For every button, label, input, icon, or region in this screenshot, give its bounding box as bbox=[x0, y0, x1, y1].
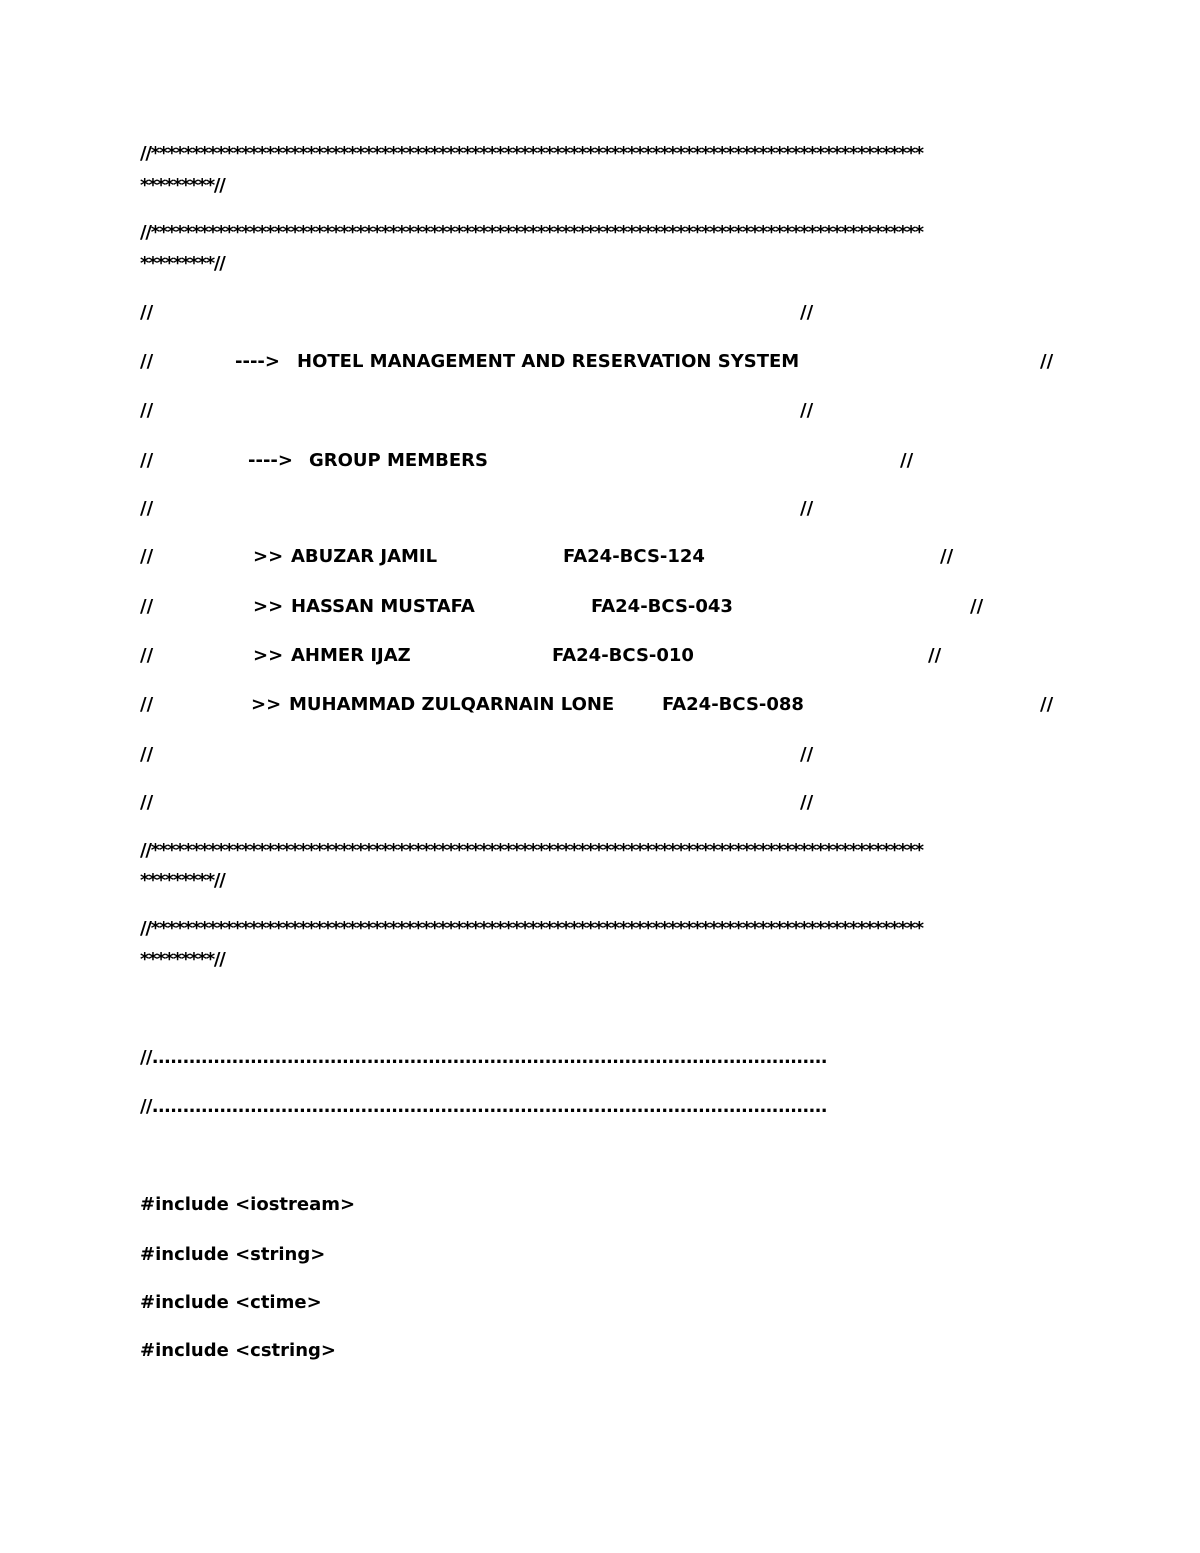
star-border-tail: *********// bbox=[140, 949, 225, 970]
star-border-tail: *********// bbox=[140, 175, 225, 196]
comment-mark-right: // bbox=[800, 498, 814, 519]
member-id: FA24-BCS-088 bbox=[662, 694, 804, 715]
comment-mark-left: // bbox=[140, 744, 154, 765]
comment-mark-right: // bbox=[800, 792, 814, 813]
comment-mark-right: // bbox=[800, 302, 814, 323]
comment-mark-left: // bbox=[140, 645, 154, 666]
include-directive: #include <iostream> bbox=[140, 1194, 356, 1215]
star-border-line: //********************************************************************************************** bbox=[140, 222, 923, 243]
comment-mark-right: // bbox=[928, 645, 942, 666]
system-title: HOTEL MANAGEMENT AND RESERVATION SYSTEM bbox=[297, 351, 800, 372]
include-directive: #include <cstring> bbox=[140, 1340, 336, 1361]
member-id: FA24-BCS-010 bbox=[552, 645, 694, 666]
star-border-line: //********************************************************************************************** bbox=[140, 143, 923, 164]
star-border-line: //********************************************************************************************** bbox=[140, 840, 923, 861]
member-name: MUHAMMAD ZULQARNAIN LONE bbox=[289, 694, 615, 715]
comment-mark-right: // bbox=[970, 596, 984, 617]
member-name: AHMER IJAZ bbox=[291, 645, 411, 666]
comment-mark-left: // bbox=[140, 498, 154, 519]
comment-mark-left: // bbox=[140, 596, 154, 617]
member-marker: >> bbox=[253, 546, 284, 567]
member-id: FA24-BCS-043 bbox=[591, 596, 733, 617]
star-border-tail: *********// bbox=[140, 253, 225, 274]
comment-mark-right: // bbox=[800, 744, 814, 765]
dotted-divider: //.............................................................................................................. bbox=[140, 1096, 827, 1117]
dotted-divider: //.............................................................................................................. bbox=[140, 1047, 827, 1068]
comment-mark-right: // bbox=[940, 546, 954, 567]
comment-mark-left: // bbox=[140, 792, 154, 813]
comment-mark-left: // bbox=[140, 694, 154, 715]
include-directive: #include <ctime> bbox=[140, 1292, 322, 1313]
star-border-tail: *********// bbox=[140, 870, 225, 891]
comment-mark-right: // bbox=[1040, 351, 1054, 372]
comment-mark-right: // bbox=[900, 450, 914, 471]
comment-mark-right: // bbox=[1040, 694, 1054, 715]
member-marker: >> bbox=[253, 645, 284, 666]
comment-mark-right: // bbox=[800, 400, 814, 421]
comment-mark-left: // bbox=[140, 546, 154, 567]
member-id: FA24-BCS-124 bbox=[563, 546, 705, 567]
member-name: HASSAN MUSTAFA bbox=[291, 596, 475, 617]
group-members-title: GROUP MEMBERS bbox=[309, 450, 488, 471]
member-marker: >> bbox=[253, 596, 284, 617]
comment-mark-left: // bbox=[140, 400, 154, 421]
comment-mark-left: // bbox=[140, 302, 154, 323]
include-directive: #include <string> bbox=[140, 1244, 326, 1265]
group-arrow: ----> bbox=[248, 450, 293, 471]
comment-mark-left: // bbox=[140, 450, 154, 471]
comment-mark-left: // bbox=[140, 351, 154, 372]
member-marker: >> bbox=[251, 694, 282, 715]
star-border-line: //********************************************************************************************** bbox=[140, 918, 923, 939]
member-name: ABUZAR JAMIL bbox=[291, 546, 438, 567]
title-arrow: ----> bbox=[235, 351, 280, 372]
